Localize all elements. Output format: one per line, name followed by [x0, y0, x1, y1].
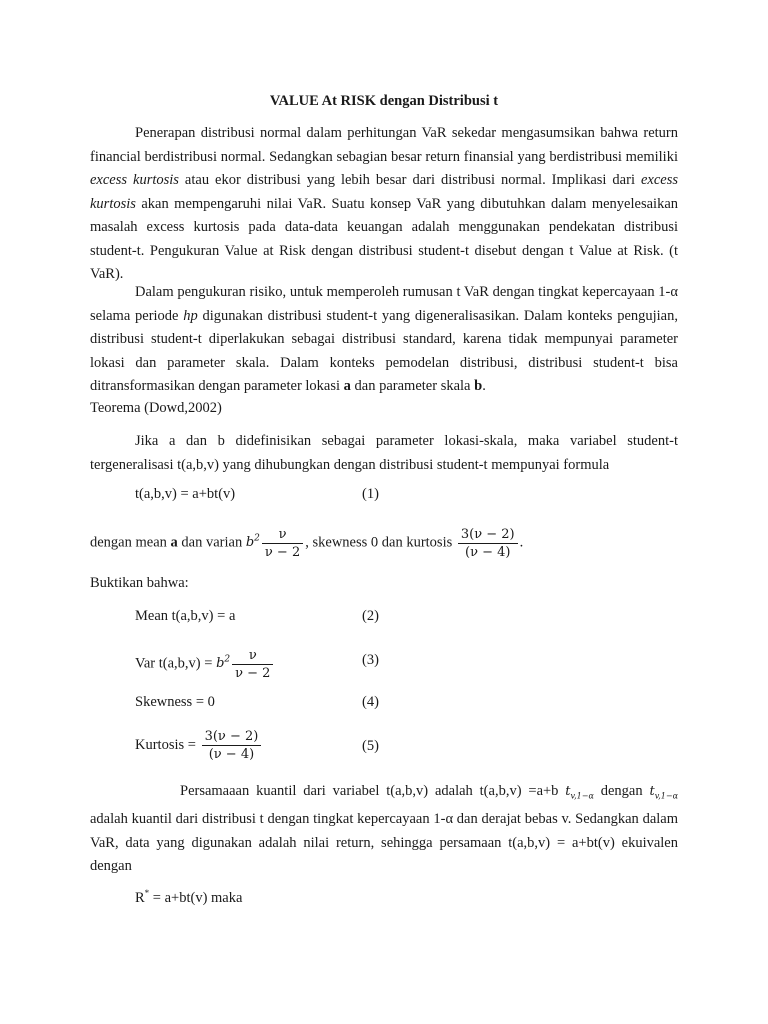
kurtosis-fraction — [458, 526, 518, 561]
equation-4: Skewness = 0 — [135, 694, 215, 710]
variance-denominator: ν − 2 — [264, 544, 301, 560]
p1-text-a: Penerapan distribusi normal dalam perhitungan VaR sekedar mengasumsikan bahwa return financial berdistribusi normal. Sedangkan sebagian besar return finansial yang berdistribusi memiliki — [90, 125, 678, 165]
p2-bold-a: a — [343, 378, 351, 394]
p2-text-c: digunakan distribusi student-t yang digeneralisasikan. Dalam konteks pengujian, distribusi student-t diperlakukan sebagai distribusi standard, karena tidak mempunyai parameter lokasi dan parameter skala. Dalam konteks pemodelan distribusi, distribusi student-t bisa ditransformasikan dengan parameter lokasi — [90, 307, 678, 394]
eq3-numerator: ν — [232, 647, 273, 665]
eq3-fraction — [232, 647, 273, 682]
paragraph-1 — [90, 122, 678, 287]
t-quantile-symbol: $t_{v,1-\alpha}$ — [565, 784, 594, 801]
p1-italic-excess-kurtosis: excess kurtosis — [90, 172, 179, 188]
t-quantile-symbol-2: $t_{v,1-\alpha}$ — [649, 784, 678, 801]
eq5-numerator: 3(ν − 2) — [202, 728, 262, 746]
kurtosis-denominator: (ν − 4) — [465, 544, 511, 560]
equation-5-number: (5) — [362, 738, 379, 754]
equation-1: t(a,b,v) = a+bt(v) — [135, 486, 236, 502]
eq5-denominator: (ν − 4) — [208, 747, 255, 763]
equation-4-number: (4) — [362, 694, 379, 710]
paragraph-4 — [90, 780, 678, 879]
p4-text-c: adalah kuantil dari distribusi t dengan tingkat kepercayaan 1-α dan derajat bebas v. Sedangkan dalam VaR, data yang digunakan adalah nilai return, sehingga persamaan t(a,b,v) = a+bt(v) ekuivalen dengan — [90, 811, 678, 875]
theorem-heading: Teorema (Dowd,2002) — [90, 400, 222, 416]
r-star-superscript: * — [144, 888, 150, 898]
meanline-text-d: , skewness 0 dan kurtosis — [305, 534, 453, 551]
meanline-text-a: dengan mean — [90, 534, 171, 551]
p1-italic-excess-kurtosis-2: excess kurtosis — [90, 172, 678, 212]
prove-heading: Buktikan bahwa: — [90, 575, 189, 591]
variance-fraction — [262, 526, 303, 561]
r-letter: R — [135, 889, 145, 906]
p2-italic-hp: hp — [183, 307, 198, 324]
meanline-text-c: dan varian — [177, 534, 246, 551]
p1-text-e: akan mempengaruhi nilai VaR. Suatu konsep VaR yang dibutuhkan dalam menyelesaikan masalah excess kurtosis pada data-data keuangan adalah menggunakan pendekatan distribusi student-t. Pengukuran Value at Risk dengan distribusi student-t disebut dengan t Value at Risk. (t VaR). — [90, 195, 678, 282]
eq5-text: Kurtosis = — [135, 737, 200, 753]
r-line-rest: = a+bt(v) maka — [149, 889, 243, 906]
eq3-denominator: ν − 2 — [235, 665, 271, 681]
p2-text-e: dan parameter skala — [350, 378, 475, 394]
p4-text-b: dengan — [593, 783, 650, 799]
equation-1-number: (1) — [362, 486, 379, 502]
eq3-text: Var t(a,b,v) = — [135, 655, 217, 672]
equation-2: Mean t(a,b,v) = a — [135, 608, 236, 624]
kurtosis-numerator: 3(ν − 2) — [458, 526, 518, 544]
meanline-bold-a: a — [170, 534, 178, 551]
variance-numerator: ν — [262, 526, 303, 544]
variance-b-squared: $b^2$ — [245, 534, 260, 551]
p2-text-a: Dalam pengukuran risiko, untuk memperoleh rumusan t VaR dengan tingkat kepercayaan 1-α selama periode — [90, 284, 678, 324]
mean-variance-line — [90, 520, 523, 562]
paragraph-2 — [90, 281, 678, 399]
equation-3-number: (3) — [362, 652, 379, 668]
paragraph-3: Jika a dan b didefinisikan sebagai parameter lokasi-skala, maka variabel student-t tergeneralisasi t(a,b,v) yang dihubungkan dengan distribusi student-t mempunyai formula — [90, 433, 678, 473]
equation-3 — [135, 641, 275, 683]
equation-2-number: (2) — [362, 608, 379, 624]
p2-bold-b: b — [474, 378, 483, 394]
eq5-fraction — [202, 728, 262, 763]
page-title: VALUE At RISK dengan Distribusi t — [269, 93, 499, 109]
r-star-line — [135, 883, 242, 908]
p2-text-g: . — [482, 378, 486, 394]
p4-text-a: Persamaaan kuantil dari variabel t(a,b,v) adalah t(a,b,v) =a+b — [180, 783, 566, 799]
eq3-b-squared: $b^2$ — [216, 655, 231, 672]
equation-5 — [135, 726, 263, 764]
meanline-text-e: . — [519, 534, 524, 551]
p1-text-c: atau ekor distribusi yang lebih besar dari distribusi normal. Implikasi dari — [178, 172, 641, 188]
